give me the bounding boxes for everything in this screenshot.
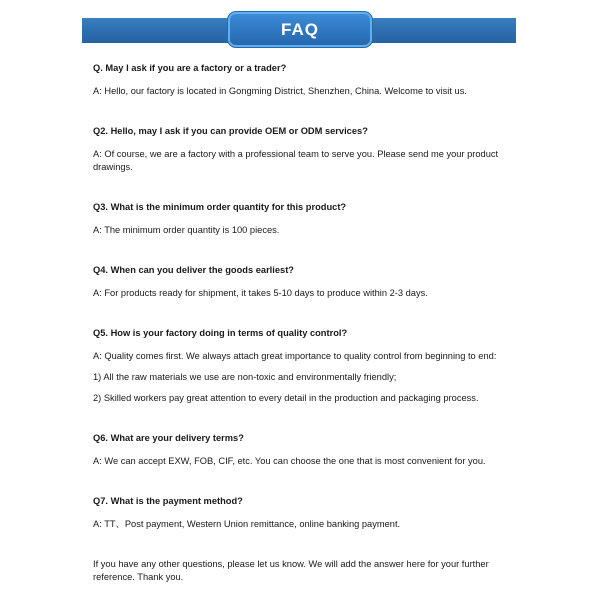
closing-note: If you have any other questions, please let us know. We will add the answer here for your further reference. Thank you.	[93, 559, 489, 582]
faq-item-4	[93, 264, 513, 300]
faq-item-7	[93, 495, 513, 531]
faq-answer-point: 1) All the raw materials we use are non-toxic and environmentally friendly;	[93, 372, 397, 382]
faq-answer: A: Of course, we are a factory with a professional team to serve you. Please send me your product drawings.	[93, 149, 499, 172]
faq-question: Q. May I ask if you are a factory or a trader?	[93, 63, 287, 73]
faq-answer: A: Hello, our factory is located in Gongming District, Shenzhen, China. Welcome to visit us.	[93, 86, 467, 96]
faq-item-5	[93, 327, 513, 405]
faq-answer: A: Quality comes first. We always attach great importance to quality control from beginning to end:	[93, 351, 497, 361]
faq-question: Q2. Hello, may I ask if you can provide OEM or ODM services?	[93, 126, 368, 136]
faq-answer: A: The minimum order quantity is 100 pieces.	[93, 225, 280, 235]
faq-answer: A: We can accept EXW, FOB, CIF, etc. You can choose the one that is most convenient for you.	[93, 456, 486, 466]
faq-question: Q6. What are your delivery terms?	[93, 433, 244, 443]
faq-answer-point: 2) Skilled workers pay great attention to every detail in the production and packaging process.	[93, 393, 479, 403]
faq-question: Q3. What is the minimum order quantity for this product?	[93, 202, 347, 212]
faq-answer: A: For products ready for shipment, it takes 5-10 days to produce within 2-3 days.	[93, 288, 428, 298]
faq-question: Q4. When can you deliver the goods earliest?	[93, 265, 294, 275]
faq-title: FAQ	[281, 19, 319, 39]
faq-item-1	[93, 62, 513, 98]
faq-item-2	[93, 125, 513, 174]
faq-item-3	[93, 201, 513, 237]
faq-banner-tab	[230, 14, 370, 45]
faq-question: Q7. What is the payment method?	[93, 496, 243, 506]
faq-item-6	[93, 432, 513, 468]
faq-content	[93, 62, 513, 584]
faq-answer: A: TT、Post payment, Western Union remittance, online banking payment.	[93, 519, 401, 529]
faq-question: Q5. How is your factory doing in terms of quality control?	[93, 328, 348, 338]
